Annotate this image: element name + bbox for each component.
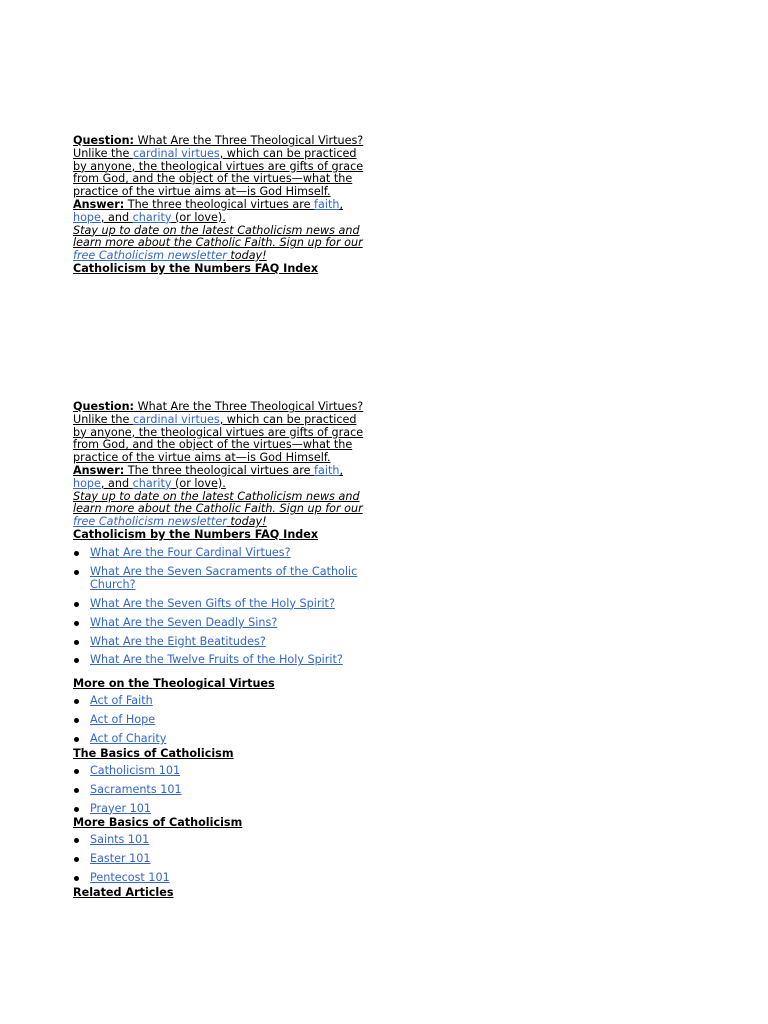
answer-paragraph xyxy=(73,465,373,491)
faq-index-list xyxy=(73,547,373,668)
newsletter-suffix: today! xyxy=(226,249,267,263)
sacraments-101-link[interactable]: Sacraments 101 xyxy=(90,782,182,796)
more-theological-virtues-heading: More on the Theological Virtues xyxy=(73,677,275,691)
charity-link[interactable]: charity xyxy=(132,476,172,490)
list-item xyxy=(73,803,373,816)
question-label: Question: xyxy=(73,400,135,413)
newsletter-prefix: Stay up to date on the latest Catholicism news and learn more about the Catholic Faith. Sign up for our xyxy=(73,223,363,250)
easter-101-link[interactable]: Easter 101 xyxy=(90,852,151,866)
act-of-charity-link[interactable]: Act of Charity xyxy=(90,732,167,746)
faith-link[interactable]: faith xyxy=(314,463,340,477)
answer-label: Answer: xyxy=(73,463,125,477)
answer-prefix: The three theological virtues are xyxy=(124,463,315,477)
answer-suffix: (or love). xyxy=(171,476,226,490)
hope-link[interactable]: hope xyxy=(73,210,101,224)
newsletter-suffix: today! xyxy=(226,515,267,529)
intro-prefix: Unlike the xyxy=(73,146,133,160)
related-articles-heading: Related Articles xyxy=(73,885,174,899)
intro-paragraph xyxy=(73,414,373,465)
newsletter-paragraph xyxy=(73,491,373,529)
more-basics-heading: More Basics of Catholicism xyxy=(73,816,243,830)
intro-prefix: Unlike the xyxy=(73,412,133,426)
question-text: What Are the Three Theological Virtues? xyxy=(134,134,364,147)
act-of-faith-link[interactable]: Act of Faith xyxy=(90,694,153,708)
newsletter-link[interactable]: free Catholicism newsletter xyxy=(73,249,227,263)
basics-heading: The Basics of Catholicism xyxy=(73,746,234,760)
basics-list xyxy=(73,765,373,816)
list-item xyxy=(73,598,373,611)
list-item xyxy=(73,547,373,560)
hope-link[interactable]: hope xyxy=(73,476,101,490)
newsletter-link[interactable]: free Catholicism newsletter xyxy=(73,515,227,529)
faq-index-heading: Catholicism by the Numbers FAQ Index xyxy=(73,261,319,275)
cardinal-virtues-link[interactable]: cardinal virtues xyxy=(132,412,220,426)
more-basics-list xyxy=(73,834,373,885)
question-text: What Are the Three Theological Virtues? xyxy=(134,400,364,413)
intro-suffix: , which can be practiced by anyone, the theological virtues are gifts of grace from God, and the object of the virtues—what the practice of the virtue aims at—is God Himself. xyxy=(73,146,364,199)
faith-link[interactable]: faith xyxy=(314,197,340,211)
answer-paragraph xyxy=(73,199,373,225)
article-block-2 xyxy=(73,401,373,900)
list-item xyxy=(73,733,373,746)
faq-index-heading: Catholicism by the Numbers FAQ Index xyxy=(73,527,319,541)
answer-and: , and xyxy=(100,476,133,490)
faq-link-deadly-sins[interactable]: What Are the Seven Deadly Sins? xyxy=(90,615,278,629)
list-item xyxy=(73,853,373,866)
intro-paragraph xyxy=(73,148,373,199)
act-of-hope-link[interactable]: Act of Hope xyxy=(90,713,156,727)
catholicism-101-link[interactable]: Catholicism 101 xyxy=(90,763,181,777)
pentecost-101-link[interactable]: Pentecost 101 xyxy=(90,871,170,885)
question-label: Question: xyxy=(73,134,135,147)
answer-suffix: (or love). xyxy=(171,210,226,224)
faq-link-gifts-holy-spirit[interactable]: What Are the Seven Gifts of the Holy Spirit? xyxy=(90,596,335,610)
answer-label: Answer: xyxy=(73,197,125,211)
list-item xyxy=(73,695,373,708)
faq-link-seven-sacraments[interactable]: What Are the Seven Sacraments of the Catholic Church? xyxy=(90,564,358,591)
answer-comma: , xyxy=(339,463,343,477)
faq-link-cardinal-virtues[interactable]: What Are the Four Cardinal Virtues? xyxy=(90,545,291,559)
intro-suffix: , which can be practiced by anyone, the theological virtues are gifts of grace from God, and the object of the virtues—what the practice of the virtue aims at—is God Himself. xyxy=(73,412,364,465)
list-item xyxy=(73,636,373,649)
list-item xyxy=(73,765,373,778)
faq-link-beatitudes[interactable]: What Are the Eight Beatitudes? xyxy=(90,634,266,648)
theological-virtues-list xyxy=(73,695,373,746)
list-item xyxy=(73,784,373,797)
list-item xyxy=(73,617,373,630)
answer-prefix: The three theological virtues are xyxy=(124,197,315,211)
list-item xyxy=(73,872,373,885)
charity-link[interactable]: charity xyxy=(132,210,172,224)
list-item xyxy=(73,714,373,727)
saints-101-link[interactable]: Saints 101 xyxy=(90,833,150,847)
article-block-1 xyxy=(73,135,373,276)
list-item xyxy=(73,834,373,847)
prayer-101-link[interactable]: Prayer 101 xyxy=(90,801,152,815)
answer-and: , and xyxy=(100,210,133,224)
newsletter-prefix: Stay up to date on the latest Catholicism news and learn more about the Catholic Faith. Sign up for our xyxy=(73,489,363,516)
newsletter-paragraph xyxy=(73,225,373,263)
cardinal-virtues-link[interactable]: cardinal virtues xyxy=(132,146,220,160)
list-item xyxy=(73,654,373,667)
list-item xyxy=(73,566,373,592)
answer-comma: , xyxy=(339,197,343,211)
faq-link-fruits-holy-spirit[interactable]: What Are the Twelve Fruits of the Holy Spirit? xyxy=(90,653,343,667)
